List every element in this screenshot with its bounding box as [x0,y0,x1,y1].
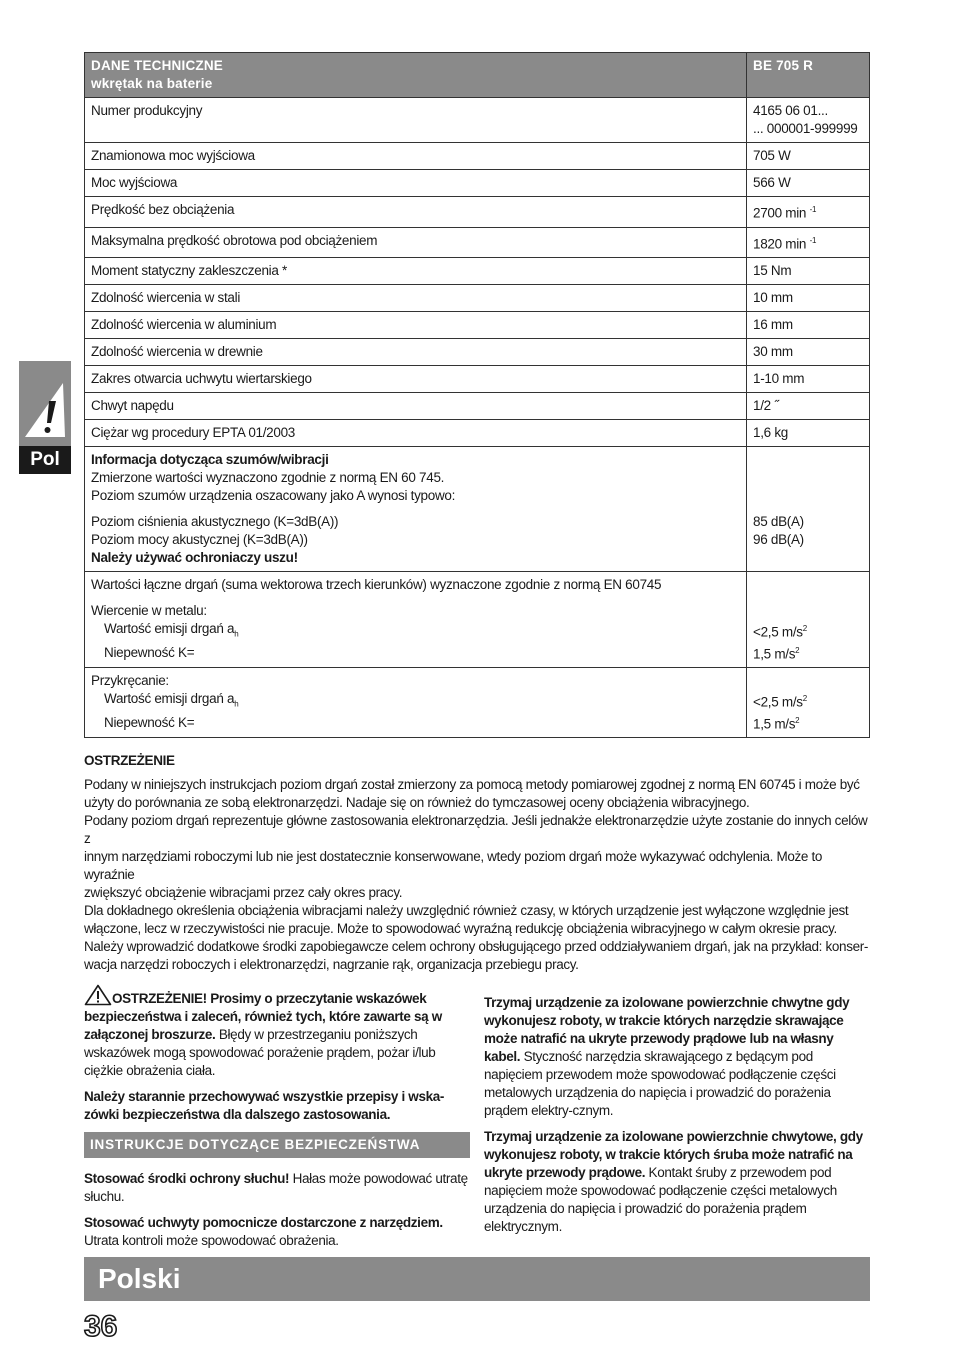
row-value-sup: -1 [809,205,817,214]
warning-line: włączone, lecz w rzeczywistości nie pracuje. Może to spowodować wyraźną redukcję obciążenia wibracyjnego w całym okresie pracy. [84,921,837,936]
handles-bold: Stosować uchwyty pomocnicze dostarczone z narzędziem. [84,1215,443,1230]
warning-line: użyty do porównania ze sobą elektronarzędzi. Nadaje się on również do tymczasowej oceny obciążenia wibracyjnego. [84,795,750,810]
header-title-line1: DANE TECHNICZNE [91,58,224,73]
unit-sup: 2 [795,715,800,725]
table-row [85,197,870,228]
table-row [85,339,870,366]
vibration-uncertainty-label: Niepewność K= [104,714,195,730]
emission-label-text: Wartość emisji drgań a [104,621,235,636]
noise-pressure-label: Poziom ciśnienia akustycznego (K=3dB(A)) [91,514,339,529]
warning-line: innym narzędziami roboczymi lub nie jest dostatecznie konserwowane, wtedy poziom drgań może wykazywać odchylenia. Może to wyraźnie [84,849,823,882]
vibration-uncertainty-label: Niepewność K= [104,644,195,660]
noise-line1: Zmierzone wartości wyznaczono zgodnie z normą EN 60 745. [91,470,445,485]
row-label: Zdolność wiercenia w aluminium [85,312,747,339]
row-label: Ciężar wg procedury EPTA 01/2003 [85,420,747,447]
warning-line: wacja narzędzi roboczych i elektronarzędzi, nagrzanie rąk, organizacja przebiegu pracy. [84,957,579,972]
warning-line: Należy wprowadzić dodatkowe środki zapobiegawcze celem ochrony obsługującego przed oddziaływaniem drgań, jak na przykład: konser- [84,939,869,954]
row-value-line2: ... 000001-999999 [753,121,858,136]
row-label: Numer produkcyjny [85,98,747,143]
row-value: 10 mm [747,285,870,312]
row-value: 566 W [747,170,870,197]
row-value-line1: 4165 06 01... [753,103,828,118]
table-row [85,312,870,339]
vibration-drilling-row [85,572,870,668]
safety-right-column [484,994,870,1244]
table-row [85,420,870,447]
row-value: 1/2 ˝ [747,393,870,420]
hearing-protection-paragraph [84,1170,470,1206]
row-value: 1-10 mm [747,366,870,393]
unit-sup: 2 [802,694,807,703]
handles-text: Utrata kontroli może spowodować obrażenia. [84,1233,339,1248]
drilling-emission-value [753,620,863,642]
page-number: 36 [84,1310,118,1343]
vibration-warning-block [84,752,870,974]
vibration-screwing-info [85,668,747,738]
vibration-screwing-row [85,668,870,738]
drilling-emission-text: <2,5 m/s [753,624,803,640]
footer-language-title: Polski [98,1263,181,1294]
row-label: Zdolność wiercenia w stali [85,285,747,312]
drilling-uncertainty-value [753,642,863,664]
insulated-surfaces-paragraph-2 [484,1128,870,1236]
row-value [747,197,870,228]
screwing-emission-text: <2,5 m/s [753,694,803,710]
table-row [85,170,870,197]
safety-alert-text: Błędy w przestrzeganiu poniższych wskazówek mogą spowodować porażenie prądem, pożar i/lub ciężkie obrażenia ciała. [84,1027,436,1078]
row-value: 30 mm [747,339,870,366]
row-value: 15 Nm [747,258,870,285]
noise-row [85,447,870,572]
warning-line: Dla dokładnego określenia obciążenia wibracjami należy uwzględnić również czasy, w których urządzenie jest wyłączone względnie jest [84,903,849,918]
screwing-uncertainty-text: 1,5 m/s [753,716,796,731]
noise-values [747,447,870,572]
warning-line: Podany w niniejszych instrukcjach poziom drgań został zmierzony za pomocą metody pomiarowej zgodnej z normą EN 60745 i może być [84,777,860,792]
row-value: 1,6 kg [747,420,870,447]
row-value-sup: -1 [809,235,817,245]
row-label: Znamionowa moc wyjściowa [85,143,747,170]
safety-left-column [84,984,470,1258]
side-tab-language: Pol [19,446,71,474]
vibration-emission-label [91,690,740,714]
vibration-intro: Wartości łączne drgań (suma wektorowa trzech kierunków) wyznaczone zgodnie z normą EN 60745 [91,577,662,592]
table-header-model: BE 705 R [747,53,870,98]
warning-line: Podany poziom drgań reprezentuje główne zastosowania elektronarzędzia. Jeśli jednakże elektronarzędzie użyte zostanie do innych celów z [84,813,868,846]
p1-bold: Trzymaj urządzenie za izolowane powierzchnie chwytne gdy wykonujesz roboty, w trakcie których narzędzie skrawające może natrafić na ukryte przewody prądowe lub na własny kabel. [484,995,850,1064]
section-header-safety: INSTRUKCJE DOTYCZĄCE BEZPIECZEŃSTWA [84,1132,470,1158]
vibration-drilling-title: Wiercenie w metalu: [91,603,207,618]
insulated-surfaces-paragraph-1 [484,994,870,1120]
auxiliary-handles-paragraph [84,1214,470,1250]
emission-label-sub: h [234,629,239,639]
table-row [85,366,870,393]
warning-triangle-icon [84,984,112,1006]
row-value: 705 W [747,143,870,170]
p1-text: Styczność narzędzia skrawającego z będącym pod napięciem przewodem może spowodować podłączenie części metalowych urządzenia do napięcia i prowadzić do porażenia prądem elektry-cznym. [484,1049,836,1118]
vibration-emission-label [91,620,740,644]
keep-instructions-text: Należy starannie przechowywać wszystkie przepisy i wska-zówki bezpieczeństwa dla dalszego zastosowania. [84,1089,445,1122]
row-value [747,227,870,258]
emission-label-text: Wartość emisji drgań a [104,691,235,706]
noise-power-value: 96 dB(A) [753,532,804,547]
table-row [85,393,870,420]
row-label: Moment statyczny zakleszczenia * [85,258,747,285]
row-label: Zakres otwarcia uchwytu wiertarskiego [85,366,747,393]
table-header-row [85,53,870,98]
p2-bold: Trzymaj urządzenie za izolowane powierzchnie chwytowe, gdy wykonujesz roboty, w trakcie których śruba może natrafić na ukryte przewody prądowe. [484,1129,863,1180]
row-label: Prędkość bez obciążenia [85,197,747,228]
header-title-line2: wkrętak na baterie [91,76,213,91]
safety-alert-paragraph [84,984,470,1080]
row-label: Zdolność wiercenia w drewnie [85,339,747,366]
noise-pressure-value: 85 dB(A) [753,514,804,529]
unit-sup: 2 [795,645,800,655]
row-value-text: 1820 min [753,236,807,251]
warning-line: zwiększyć obciążenie wibracjami przez cały okres pracy. [84,885,403,900]
table-row [85,285,870,312]
screwing-emission-value [753,690,863,712]
p2-text: Kontakt śruby z przewodem pod napięciem może spowodować podłączenie części metalowych urządzenia do napięcia i prowadzić do porażenia prądem elektrycznym. [484,1165,837,1234]
screwing-uncertainty-value [753,712,863,734]
row-label: Maksymalna prędkość obrotowa pod obciążeniem [85,227,747,258]
noise-line2: Poziom szumów urządzenia oszacowany jako A wynosi typowo: [91,488,456,503]
unit-sup: 2 [802,624,807,633]
table-row [85,227,870,258]
vibration-screwing-title: Przykręcanie: [91,673,169,688]
hearing-text: Hałas może powodować utratę słuchu. [84,1171,468,1204]
hearing-bold: Stosować środki ochrony słuchu! [84,1171,290,1186]
noise-ear-protection: Należy używać ochroniaczy uszu! [91,550,298,565]
noise-title: Informacja dotycząca szumów/wibracji [91,452,329,467]
table-row [85,143,870,170]
noise-power-label: Poziom mocy akustycznej (K=3dB(A)) [91,532,308,547]
vibration-screwing-values [747,668,870,738]
drilling-uncertainty-text: 1,5 m/s [753,646,796,661]
table-row [85,258,870,285]
row-value [747,98,870,143]
spec-table [84,52,870,738]
emission-label-sub: h [234,699,239,709]
row-value-text: 2700 min [753,205,807,221]
footer-language-bar [84,1257,870,1301]
noise-info [85,447,747,572]
vibration-drilling-info [85,572,747,668]
row-value: 16 mm [747,312,870,339]
table-row [85,98,870,143]
table-header-title [85,53,747,98]
warning-icon [23,379,67,439]
vibration-drilling-values [747,572,870,668]
warning-title: OSTRZEŻENIE [84,753,175,768]
row-label: Chwyt napędu [85,393,747,420]
row-label: Moc wyjściowa [85,170,747,197]
safety-alert-bold: OSTRZEŻENIE! Prosimy o przeczytanie wskazówek bezpieczeństwa i zaleceń, również tych, które zawarte są w załączonej broszurze. [84,991,442,1042]
